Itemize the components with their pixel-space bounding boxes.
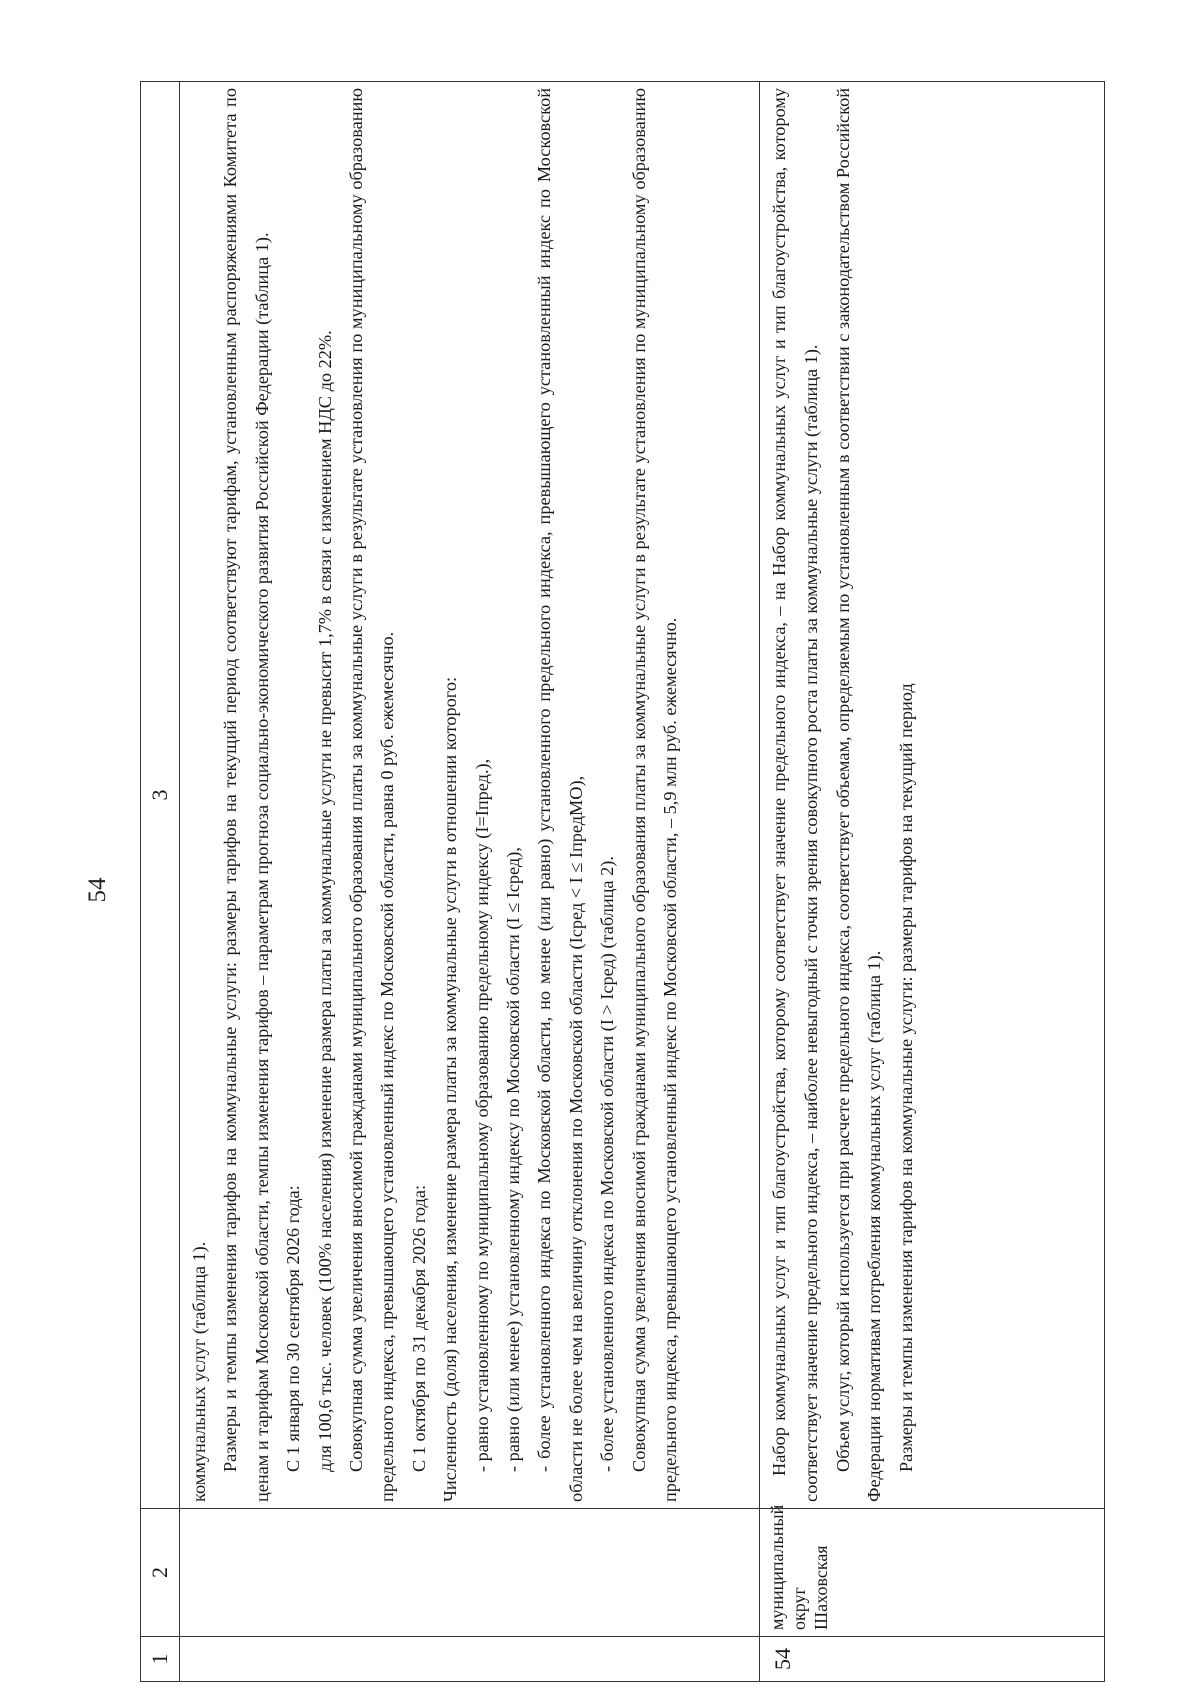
text-paragraph: Размеры и темпы изменения тарифов на коммунальные услуги: размеры тарифов на текущий период <box>896 683 917 1472</box>
header-row <box>141 82 180 1682</box>
text-paragraph: Размеры и темпы изменения тарифов на коммунальные услуги: размеры тарифов на текущий период соответствуют тарифам, установленным распоряжениями Комитета по ценам и тарифам Московской области, темпы изменения тарифов – параметрам прогноза социально-экономического развития Российской Федерации (таблица 1). <box>220 88 272 1502</box>
continuation-number-cell <box>180 1637 760 1682</box>
municipality-name: муниципальный округ Шаховская <box>760 1509 1105 1637</box>
text-paragraph: - равно (или менее) установленному индексу по Московской области (I ≤ Iсред), <box>503 847 524 1472</box>
text-paragraph: Совокупная сумма увеличения вносимой гражданами муниципального образования платы за коммунальные услуги в результате установления по муниципальному образованию предельного индекса, превышающего установленный индекс по Московской области, – 5,9 млн руб. ежемесячно. <box>628 88 681 1502</box>
header-col-2: 2 <box>141 1509 180 1637</box>
row-number: 54 <box>760 1637 1105 1682</box>
text-paragraph: Численность (доля) населения, изменение размера платы за коммунальные услуги в отношении которого: <box>440 676 461 1502</box>
table-row-continuation <box>180 82 760 1682</box>
text-paragraph: - равно установленному по муниципальному образованию предельному индексу (I=Iпред.), <box>471 758 492 1472</box>
page-number: 54 <box>84 877 111 903</box>
continuation-name-cell <box>180 1509 760 1637</box>
text-paragraph: Совокупная сумма увеличения вносимой гражданами муниципального образования платы за коммунальные услуги в результате установления по муниципальному образованию предельного индекса, превышающего установленный индекс по Московской области, равна 0 руб. ежемесячно. <box>346 88 398 1502</box>
text-paragraph: для 100,6 тыс. человек (100% населения) изменение размера платы за коммунальные услуги не превысит 1,7% в связи с изменением НДС до 22%. <box>314 330 335 1472</box>
header-col-1: 1 <box>141 1637 180 1682</box>
row-54-text-cell <box>760 82 1105 1509</box>
table-row-54 <box>760 82 1105 1682</box>
text-paragraph: коммунальных услуг (таблица 1). <box>189 1241 209 1502</box>
text-paragraph: Набор коммунальных услуг и тип благоустройства, которому соответствует значение предельного индекса, – на Набор коммунальных услуг и тип благоустройства, которому соответствует значение предельного индекса, – наиболее невыгодный с точки зрения совокупного роста платы за коммунальные услуги (таблица 1). <box>769 88 821 1502</box>
rotated-table-wrapper <box>140 82 1105 1682</box>
text-paragraph: - более установленного индекса по Московской области, но менее (или равно) установленного предельного индекса, превышающего установленный индекс по Московской области не более чем на величину отклонения по Московской области (Iсред < I ≤ IпредМО), <box>534 88 586 1502</box>
text-paragraph: С 1 октября по 31 декабря 2026 года: <box>408 1184 429 1472</box>
data-table <box>140 81 1105 1682</box>
header-col-3: 3 <box>141 82 180 1509</box>
text-paragraph: - более установленного индекса по Московской области (I > Iсред) (таблица 2). <box>597 856 618 1472</box>
text-paragraph: С 1 января по 30 сентября 2026 года: <box>283 1185 304 1472</box>
continuation-text-cell <box>180 82 760 1509</box>
text-paragraph: Объем услуг, который используется при расчете предельного индекса, соответствует объемам, определяемым по установленным в соответствии с законодательством Российской Федерации нормативам потребления коммунальных услуг (таблица 1). <box>832 88 885 1502</box>
